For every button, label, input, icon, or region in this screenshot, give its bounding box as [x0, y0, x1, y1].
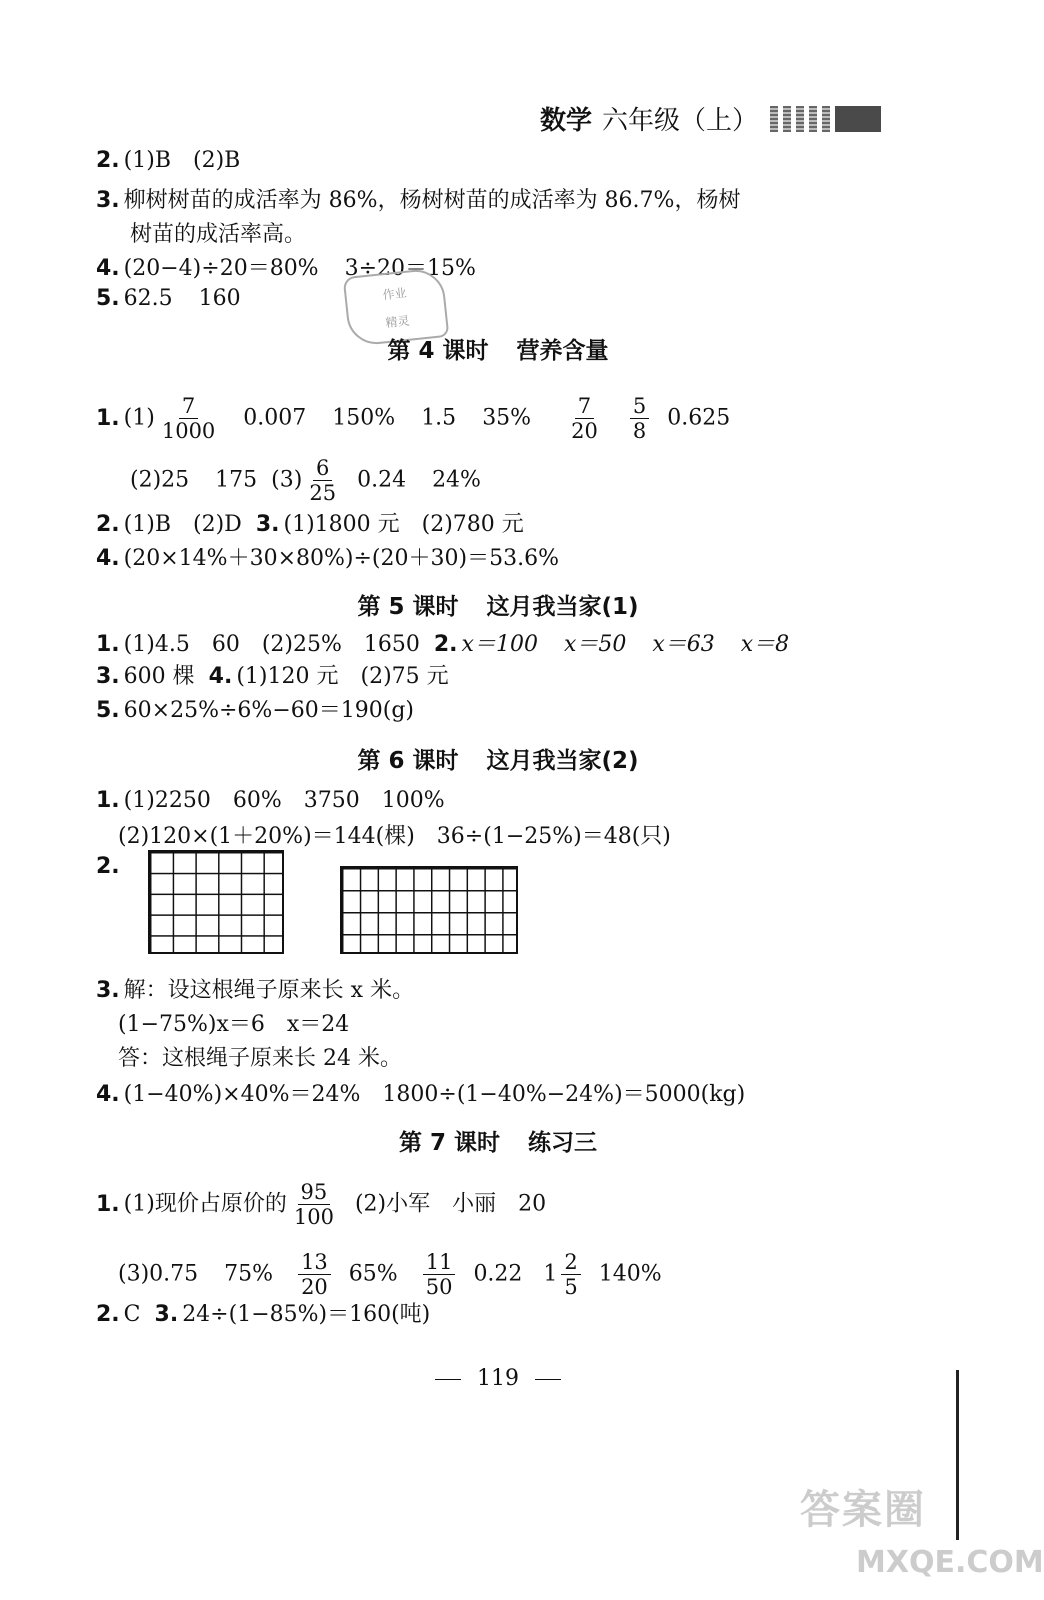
s4-answer-4: 4. (20×14%＋30×80%)÷(20＋30)＝53.6% [96, 546, 559, 571]
answer-5: 5. 62.5 160 [96, 286, 241, 311]
s6-answer-3-answer: 答：这根绳子原来长 24 米。 [118, 1046, 402, 1071]
stamp-logo: 作业 精灵 [343, 267, 450, 347]
s4-answer-1: 1. (1) $\frac{7}{1000}$ 0.007 150% 1.5 35% $\frac{7}{20}$ $\frac{5}{8}$ 0.625 [96, 394, 731, 443]
fraction: $\frac{2}{5}$ [561, 1250, 580, 1299]
fraction: $\frac{95}{100}$ [293, 1180, 334, 1229]
fraction: $\frac{7}{1000}$ [161, 394, 216, 443]
fraction: $\frac{13}{20}$ [298, 1250, 331, 1299]
s6-answer-3: 3. 解：设这根绳子原来长 x 米。 [96, 978, 415, 1003]
page-number: 119 [0, 1366, 996, 1391]
section-title-7: 第 7 课时 练习三 [398, 1130, 598, 1156]
fraction: $\frac{11}{50}$ [423, 1250, 456, 1299]
section-title-6: 第 6 课时 这月我当家(2) [357, 748, 639, 774]
answer-2: 2. (1)B (2)B [96, 148, 241, 173]
s7-answer-2-3: 2. C 3. 24÷(1−85%)＝160(吨) [96, 1302, 431, 1327]
s6-answer-1: 1. (1)2250 60% 3750 100% [96, 788, 445, 813]
s5-answer-5: 5. 60×25%÷6%−60＝190(g) [96, 698, 415, 723]
fraction: $\frac{6}{25}$ [309, 456, 337, 505]
fraction: $\frac{7}{20}$ [571, 394, 598, 443]
watermark-url: MXQE.COM [856, 1545, 1044, 1580]
fraction: $\frac{5}{8}$ [630, 394, 649, 443]
s5-answer-1-2: 1. (1)4.5 60 (2)25% 1650 2. x＝100 x＝50 x＝63 x＝8 [96, 632, 790, 657]
section-title-5: 第 5 课时 这月我当家(1) [357, 594, 639, 620]
s6-answer-3-equation: (1−75%)x＝6 x＝24 [118, 1012, 350, 1037]
answer-3: 3. 柳树树苗的成活率为 86%，杨树树苗的成活率为 86.7%，杨树 [96, 188, 741, 213]
page-edge-line [956, 1370, 959, 1540]
watermark-logo: 答案圈 [800, 1487, 926, 1533]
header-subject: 数学 [540, 106, 593, 136]
s4-answer-2-3: 2. (1)B (2)D 3. (1)1800 元 (2)780 元 [96, 512, 524, 537]
s7-answer-1-line2: (3)0.75 75% $\frac{13}{20}$ 65% $\frac{11}{50}$ 0.22 1 $\frac{2}{5}$ 140% [118, 1250, 662, 1299]
s6-answer-1-line2: (2)120×(1＋20%)＝144(棵) 36÷(1−25%)＝48(只) [118, 824, 671, 849]
s5-answer-3-4: 3. 600 棵 4. (1)120 元 (2)75 元 [96, 664, 449, 689]
page-header [540, 100, 881, 137]
header-grade: 六年级（上） [602, 106, 759, 136]
grid-figure-1 [148, 850, 284, 954]
header-bars-decoration [770, 106, 881, 132]
answer-4: 4. (20−4)÷20＝80% 3÷20＝15% [96, 256, 476, 281]
section-title-4: 第 4 课时 营养含量 [387, 338, 609, 364]
answer-3-cont: 树苗的成活率高。 [130, 222, 307, 247]
s7-answer-1: 1. (1)现价占原价的 $\frac{95}{100}$ (2)小军 小丽 20 [96, 1180, 547, 1229]
s6-answer-2: 2. [96, 854, 120, 879]
grid-figure-2 [340, 866, 518, 954]
s6-answer-4: 4. (1−40%)×40%＝24% 1800÷(1−40%−24%)＝5000(kg) [96, 1082, 746, 1107]
s4-answer-1-line2: (2)25 175 (3) $\frac{6}{25}$ 0.24 24% [130, 456, 481, 505]
